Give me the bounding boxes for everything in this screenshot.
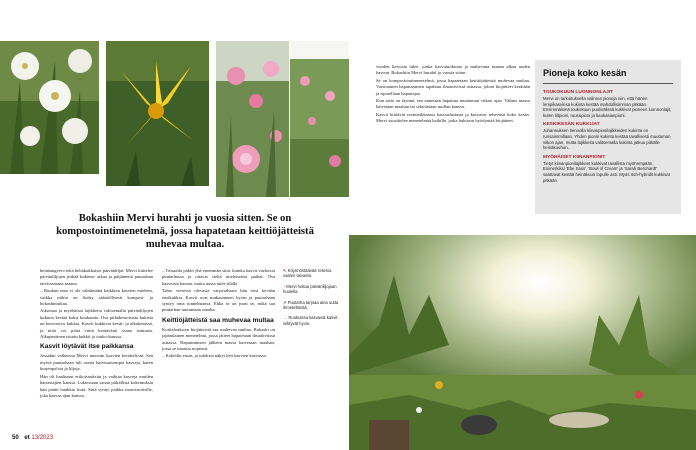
- peony-sidebar: [535, 60, 681, 214]
- right-page: [349, 0, 696, 450]
- arrow-up-left-icon: ↖: [283, 268, 287, 273]
- article-headline: Bokashiin Mervi hurahti jo vuosia sitten. Se on kompostointimenetelmä, jossa hapatetaan keittiöjätteistä muhevaa multaa.: [56, 213, 314, 250]
- photo-garden-corner: [290, 41, 349, 197]
- subheading-compost: Keittiöjätteistä saa muhevaa multaa: [162, 316, 274, 324]
- body-column-top: [376, 64, 530, 126]
- paragraph: Kun astia on täynnä, sen annetaan hapattua muutaman viikon ajan. Valmis massa kaivetaan maahan tai sekoitetaan mullan kanssa.: [376, 98, 530, 110]
- caption-text: Mervi hoitaa päivänliljojaan huolella.: [283, 283, 337, 295]
- paragraph: vuoden kerrosta tulee, jonka kasvutuokiona ja muhevana maana alkaa uuden kasvun. Bokashiin Mervi hurahti jo vuosia sitten.: [376, 64, 530, 76]
- body-column-1: [40, 268, 153, 400]
- paragraph: Aikoinaa ja myöhäistä lajikkeita valitsemalla päivänliljojen kukinta kestää kaksi kuukautta. Osa pitkäkestoisista kukista on kerrossivu kukkia. Kasvit kukkivat kevät- ja alkukesässä, ja niitä voi pitää väriä keräävänä osana istutusta. Alkuperäinen istuttu kukkii jo touko-kuussa.: [40, 308, 153, 340]
- sidebar-heading: TOUKOKUUN LUONNONLAJIT: [543, 90, 613, 95]
- paragraph: heinäangervo tekä keltakukkaiset päivänliljat. Mervi kiittelee päivänliljojen pitkää kukinta- aikaa ja päijäntettä puutarhan tarvitsemana maana.: [40, 268, 153, 286]
- photo-garden-sunset: [349, 235, 696, 450]
- photo-white-flowers: [0, 41, 99, 174]
- sidebar-title: Pioneja koko kesän: [543, 68, 673, 84]
- caption-text: Köynnöstäävää rosenia vasten taivasta.: [283, 268, 332, 279]
- arrow-up-right-icon: ↗: [283, 299, 287, 305]
- paragraph: – Ruukun maa ei ole välttämättä kaikkien kasvien mieleen, vaikka niihin on lisätty sääntöllisesti kompost- ja bokashimultaa.: [40, 288, 153, 307]
- arrow-right-icon: →: [283, 315, 288, 321]
- paragraph: Tahto vieressä olevasta varjotarhasta hän toisi kevään ensikukkia. Kasvit ovat mukautuneet hyvin ja puutarhaan syntyy oma tunnelmansa. Ehkä se on juuri se, mikä saa puutarhan tuntumaan omalta.: [162, 288, 275, 313]
- caption-text: Puutarha tarjoaa aina uutta ihmeteltävää.: [283, 299, 339, 311]
- page-number: 50: [12, 435, 19, 441]
- sidebar-heading: KESKIKESÄN KUKKIJAT: [543, 122, 600, 128]
- page-folio: [12, 435, 53, 441]
- paragraph: Kasvit kiittävät ravinteikkaasta kasvualustasta ja kasvavat rehevästi koko kesän. Mervi suosittelee menetelmää kaikille, jotka haluavat hyödyntää biojätteet.: [376, 111, 530, 124]
- magazine-name: et: [24, 435, 30, 441]
- sidebar-text: Mervi on tarkoituksella valinnut pioneja niin, että hänen lempikasvinsa kukinta kestää mahdollisimman pitkään. Ensimmäisinä toukokuun puolivälissä kukkivat pioneen luonnonlajit, kuten tiltpioni, ruusupioni ja kaukasianpioni.: [543, 96, 672, 118]
- sidebar-text: Tietyt kiinanpionilajikkeet kukkivat tavallista myöhempään. Esimerkiksi 'Ebe Sass', 'Bowl of Cream' ja 'Sarah Bernhardt' saattavat kestää heinäkuun lopulle asti. Myös Itoh-hybridit kukkivat pitkään.: [543, 160, 670, 183]
- paragraph: Jossakin vaiheessa Mervi innostui kasvien kerättelystä. Sen myötä puutarhaan tuli useita harvinaisempia kasveja, kuten kurjenpolvia ja liljoja.: [40, 353, 153, 372]
- subheading-plants: Kasvit löytävät itse paikkansa: [40, 343, 134, 351]
- paragraph: Hän oli haaltunut erikoisuuksiin ja vaihtaa kasveja muiden harrastajien kanssa. Lukiessaan sanan pitkällisiä kokemuksia hän päätti hankkia lisää. Siitä syntyi paikka monivuotisille, joka kasvaa ajan kanssa.: [40, 373, 153, 398]
- caption-item: [283, 300, 339, 311]
- sidebar-text: Juhannuksen tienoolla kiinanpionilajikkeiden kukinta on runsaimmillaan. Yhden pionin kukinta kestää tavallisesti muutaman viikon ajan, mutta lajikkeita valitsemalla kukinta jatkuu pitkälle heinäkuuhun.: [543, 128, 671, 151]
- photo-captions: [283, 268, 339, 331]
- paragraph: – Kokeilin ensin, ja tuloksia näkyi heti kasvien kasvussa.: [162, 353, 267, 359]
- paragraph: Se on kompostointimenetelmä, jossa hapatetaan keittiöjätteistä muhevaa multaa. Varsinainen hapattaminen tapahtuu ilmatiiviissä astiassa, johon biojätteet kerätään ja ripotellaan hapattajaa.: [376, 77, 530, 96]
- sidebar-heading: MYÖHÄISET KIINANPIONIT: [543, 154, 606, 160]
- paragraph: – Toisaalta pidän yhä enemmän siitä, kuinka kasvit vaeltavat puutarhassa ja ottavat sieltä mieleisensä paikat. Osa kasveista katoaa, mutta uusia tulee tilalle.: [162, 268, 275, 286]
- caption-text: Ruukuissa kasvavat kasvit viihtyvät hyvin.: [283, 315, 338, 326]
- arrow-up-icon: ↑: [283, 283, 286, 289]
- body-column-2: [162, 268, 275, 361]
- caption-item: [283, 315, 339, 326]
- issue-number: 13/2023: [31, 435, 54, 441]
- photo-pink-peony: [216, 41, 289, 197]
- paragraph: Kotitalouksien biojätteistä saa muhevaa multaa. Bokashi on japanilainen menetelmä, jossa jätteet hapatetaan ilmatiiviissä astiassa. Hapattumisen jälkeen massa kaivetaan maahan, jossa se maatuu nopeasti.: [162, 326, 275, 352]
- caption-item: [283, 268, 339, 279]
- caption-item: [283, 284, 339, 295]
- photo-yellow-daylily: [106, 41, 209, 186]
